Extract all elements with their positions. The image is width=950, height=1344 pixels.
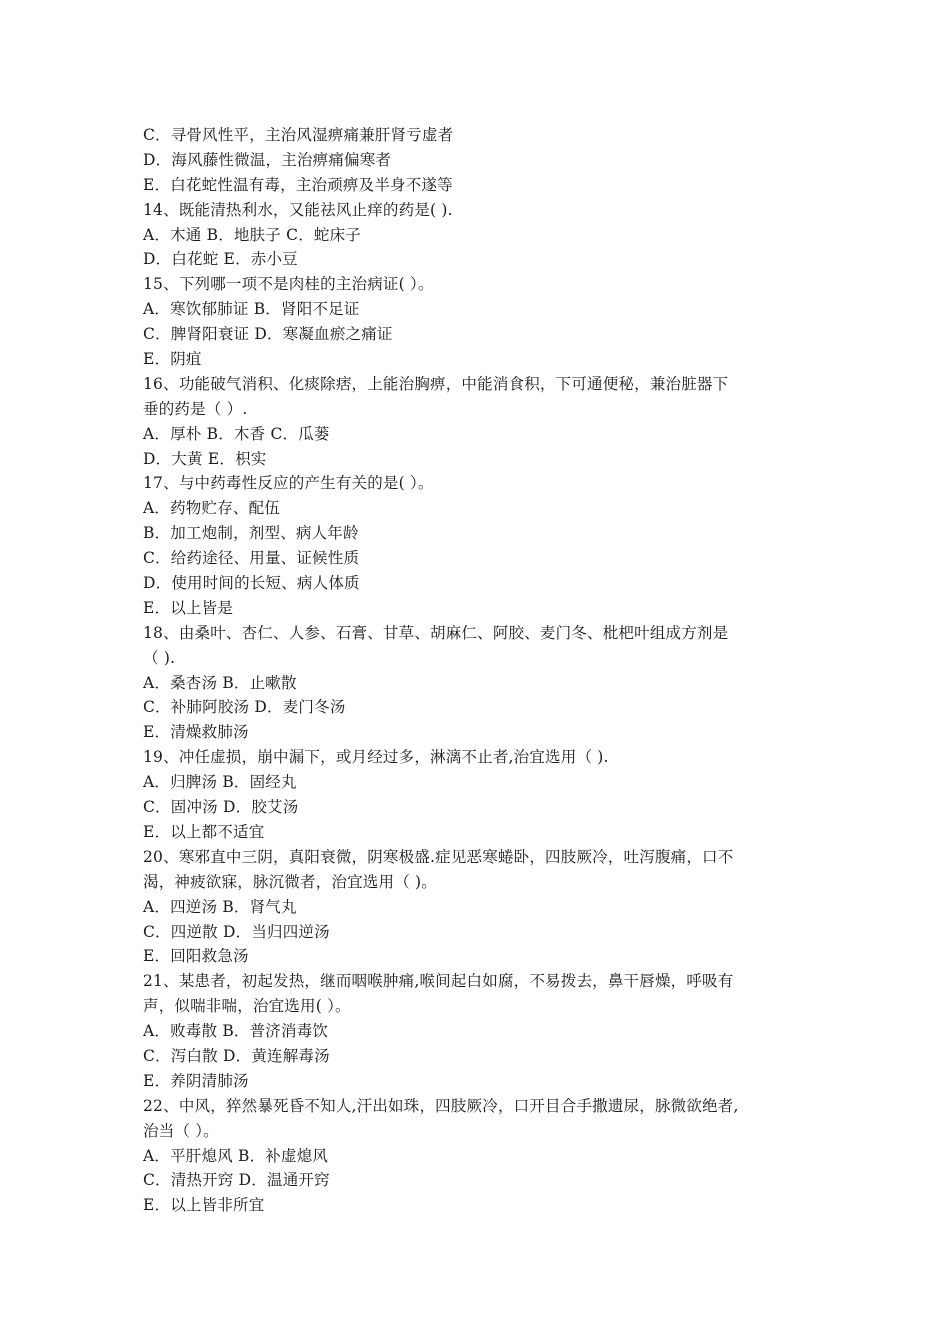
text-line: A．厚朴 B．木香 C．瓜蒌 — [143, 424, 330, 443]
text-line: E．以上都不适宜 — [143, 822, 265, 841]
text-line: 14、既能清热利水，又能祛风止痒的药是( ). — [143, 200, 453, 219]
text-line: A．平肝熄风 B．补虚熄风 — [143, 1146, 329, 1165]
text-line: E．阴疽 — [143, 350, 202, 369]
text-line: C．脾肾阳衰证 D．寒凝血瘀之痛证 — [143, 325, 393, 344]
text-line: A．四逆汤 B．肾气丸 — [143, 897, 297, 916]
text-line: 21、某患者，初起发热，继而咽喉肿痛,喉间起白如腐，不易拨去，鼻干唇燥，呼吸有 — [143, 972, 734, 991]
text-line: 垂的药是（ ）. — [143, 399, 248, 418]
text-line: （ ). — [143, 648, 176, 667]
text-line: A．寒饮郁肺证 B．肾阳不足证 — [143, 300, 360, 319]
text-line: C．给药途径、用量、证候性质 — [143, 549, 360, 568]
text-line: 声，似喘非喘，治宜选用( ）。 — [143, 997, 351, 1016]
text-line: 20、寒邪直中三阴，真阳衰微，阴寒极盛.症见恶寒蜷卧，四肢厥冷，吐泻腹痛，口不 — [143, 847, 734, 866]
text-line: 19、冲任虚损，崩中漏下，或月经过多，淋漓不止者,治宜选用（ ). — [143, 748, 609, 767]
text-line: E．回阳救急汤 — [143, 947, 249, 966]
text-line: 治当（ ）。 — [143, 1121, 219, 1140]
text-line: 22、中风，猝然暴死昏不知人,汗出如珠，四肢厥冷，口开目合手撒遗尿，脉微欲绝者, — [143, 1096, 739, 1115]
text-line: D．白花蛇 E．赤小豆 — [143, 250, 298, 269]
text-line: E．养阴清肺汤 — [143, 1071, 249, 1090]
text-line: D．海风藤性微温，主治痹痛偏寒者 — [143, 150, 392, 169]
text-line: A．木通 B．地肤子 C．蛇床子 — [143, 225, 361, 244]
text-line: A．归脾汤 B．固经丸 — [143, 773, 297, 792]
text-line: E．白花蛇性温有毒，主治顽痹及半身不遂等 — [143, 175, 453, 194]
question-text-block — [143, 123, 811, 1218]
text-line: E．以上皆是 — [143, 598, 234, 617]
text-line: 18、由桑叶、杏仁、人参、石膏、甘草、胡麻仁、阿胶、麦门冬、枇杷叶组成方剂是 — [143, 623, 729, 642]
text-line: 16、功能破气消积、化痰除痞，上能治胸痹，中能消食积，下可通便秘，兼治脏器下 — [143, 374, 729, 393]
text-line: A．药物贮存、配伍 — [143, 499, 280, 518]
text-line: C．固冲汤 D．胶艾汤 — [143, 798, 299, 817]
text-line: D．大黄 E．枳实 — [143, 449, 267, 468]
text-line: 17、与中药毒性反应的产生有关的是( ）。 — [143, 474, 434, 493]
text-line: B．加工炮制，剂型、病人年龄 — [143, 524, 359, 543]
text-line: C．清热开窍 D．温通开窍 — [143, 1171, 330, 1190]
text-line: E．以上皆非所宜 — [143, 1196, 265, 1215]
text-line: C．补肺阿胶汤 D．麦门冬汤 — [143, 698, 346, 717]
text-line: E．清燥救肺汤 — [143, 723, 249, 742]
text-line: A．败毒散 B．普济消毒饮 — [143, 1022, 329, 1041]
text-line: C．泻白散 D．黄连解毒汤 — [143, 1046, 330, 1065]
text-line: A．桑杏汤 B．止嗽散 — [143, 673, 297, 692]
text-line: D．使用时间的长短、病人体质 — [143, 574, 360, 593]
text-line: C．四逆散 D．当归四逆汤 — [143, 922, 330, 941]
text-line: C．寻骨风性平，主治风湿痹痛兼肝肾亏虚者 — [143, 126, 454, 144]
text-line: 15、下列哪一项不是肉桂的主治病证( ）。 — [143, 275, 434, 294]
text-line: 渴，神疲欲寐，脉沉微者，治宜选用（ )。 — [143, 872, 437, 891]
